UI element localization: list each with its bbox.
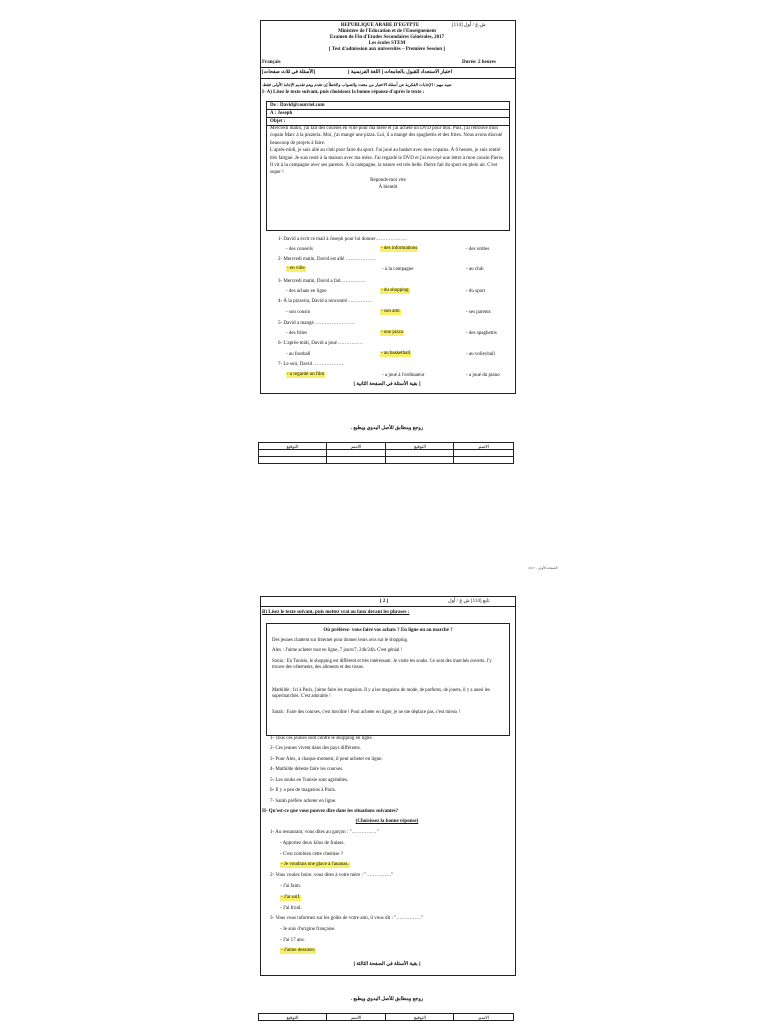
sig-cell (259, 450, 327, 457)
forum-intro: Des jeunes chattent sur Internet pour donner leurs avis sur le shopping. (272, 638, 409, 643)
page1-subject: Français (262, 60, 281, 65)
email-box (266, 101, 510, 231)
q1-option-a[interactable]: - des conseils (286, 247, 313, 252)
page1-session: [ Test d'admission aux universités – Première Session ] (329, 47, 445, 52)
q5-option-b[interactable]: - une pizza (381, 330, 403, 335)
email-from: De : David@courriel.com (267, 102, 509, 110)
sig-cell (454, 457, 514, 464)
page2-continue-note: [ بقية الأسئلة في الصفحة الثالثة ] (353, 962, 421, 967)
forum-box (266, 623, 510, 736)
header-divider (260, 67, 515, 68)
situation-3: 3- Vous vous informez sur les goûts de votre ami, il vous dit : "……………" (270, 916, 424, 921)
q6-option-a[interactable]: - au football (286, 352, 311, 357)
sig-cell (386, 450, 454, 457)
page2-header-divider (260, 606, 515, 607)
q5-option-c[interactable]: - des spaghettis (466, 331, 497, 336)
q6-option-c[interactable]: - au volleyball (466, 352, 495, 357)
forum-title: Où préférez- vous faire vos achats ? En ligne ou au marché ? (323, 628, 453, 633)
s3-option-1[interactable]: - Je suis d'origine française. (280, 927, 336, 932)
sig-header-2: الاسم (326, 1014, 386, 1021)
sig-cell (326, 457, 386, 464)
forum-sonia: Sonia : En Tunisie, le shopping est différent et très intéressant. Je visite les souks. Ce sont des marchés ouverts. J'y trouve des vêtements, des aliments et des tissus. (272, 659, 492, 670)
page1-code: [114] ش.ع / أول (452, 23, 486, 28)
page1-ministry: Ministère de l'Education et de l'Enseignement (337, 29, 437, 34)
q4-option-a[interactable]: - son cousin (286, 310, 311, 315)
sig-header-1: التوقيع (259, 1014, 327, 1021)
s3-option-2[interactable]: - J'ai 17 ans. (280, 938, 305, 943)
s2-option-3[interactable]: - J'ai froid. (280, 906, 302, 911)
page1-republic: REPUBLIQUE ARABE D'EGYPTE (340, 23, 420, 28)
statement-1: 1- Tous ces jeunes sont contre le shopping en ligne. (270, 736, 373, 741)
page1-review-note: روجع ومطابق للأصل اليدوي ويطبع . (350, 426, 424, 431)
q7-option-b[interactable]: - a joué à l'ordinateur (382, 373, 425, 378)
sig-header-3: التوقيع (386, 443, 454, 450)
question-5: 5- David a mangé …………………… (278, 321, 355, 326)
header-divider-2 (260, 78, 515, 79)
q1-option-c[interactable]: - des ordres (466, 247, 490, 252)
s1-option-1[interactable]: - Apportez deux kilos de fraises. (280, 841, 345, 846)
sig-cell (259, 457, 327, 464)
q4-option-b[interactable]: - son ami (381, 309, 400, 314)
email-paragraph-1: Mercredi matin, j'ai fait des courses en ville pour ma mère et j'ai acheté un DVD pour moi. Puis, j'ai retrouvé mon copain Marc à la pizzeria. Moi, j'ai mangé une pizza. Lui, il a mangé des spaghettis et des frites. Nous avons discuté beaucoup de projets à faire. (270, 126, 503, 146)
q1-option-b[interactable]: - des informations (381, 246, 418, 251)
q3-option-b[interactable]: - du shopping (381, 288, 409, 293)
s2-option-1[interactable]: - J'ai faim. (280, 884, 302, 889)
situation-2: 2- Vous voulez boire, vous dites à votre mère : "……………" (270, 873, 394, 878)
section2-title: II- Qu'est-ce que vous pouvez dire dans les situations suivantes? (262, 809, 399, 814)
q7-option-c[interactable]: - a joué du piano (466, 373, 500, 378)
q4-option-c[interactable]: - ses parents (466, 310, 491, 315)
q2-option-c[interactable]: - au club (466, 267, 484, 272)
page2-signature-table (258, 1013, 514, 1021)
question-7: 7- Le soir, David ………………. (278, 362, 345, 367)
s1-option-3[interactable]: - Je voudrais une glace à l'ananas. (281, 862, 349, 867)
question-2: 2- Mercredi matin, David est allé ……………… (278, 257, 376, 262)
email-signature: À bientôt (378, 185, 398, 191)
page1-exam: Examen de Fin d'Etudes Secondaires Générales, 2017 (329, 35, 445, 40)
email-object: Objet : (267, 118, 509, 126)
statement-2: 2- Ces jeunes vivent dans des pays différents. (270, 746, 361, 751)
q6-option-b[interactable]: - au basketball (381, 351, 411, 356)
q2-option-a[interactable]: - en ville (287, 266, 305, 271)
page1-warning: تنبيه مهم : الإجابات الفكرية عن أسئلة الاختيار من متعدد والصواب والخطأ إن تقدم ويتم تقديم الإجابة الأولى فقط. (262, 82, 452, 87)
page1-continue-note: [ بقية الأسئلة في الصفحة الثانية ] (353, 382, 421, 387)
q5-option-a[interactable]: - des frites (286, 331, 308, 336)
page2-page-no: [ 2 ] (380, 599, 389, 604)
email-paragraph-2: L'après-midi, je suis allé au club pour faire du sport. J'ai joué au basket avec mes copains. À 6 heures, je suis rentré très fatigué. Je suis resté à la maison avec ma mère. J'ai regardé le DVD et j'ai envoyé une lettre à mon cousin Pierre. Il vit à la campagne avec ses parents. À la campagne, la nature est très belle. Pierre fait du sport en plein air. C'est super ! (270, 148, 504, 176)
page1-signature-table (258, 442, 514, 464)
forum-sarah: Sarah : Faire des courses, c'est horrible ! Pour acheter en ligne, je ne me déplace pas, c'est mieux ! (272, 710, 461, 715)
page2-instruction-b: B) Lisez le texte suivant, puis mettez vrai ou faux devant les phrases : (262, 610, 410, 615)
q3-option-c[interactable]: - du sport (466, 289, 486, 294)
page1-duration: Durée: 2 heures (462, 60, 496, 65)
statement-7: 7- Sarah préfère acheter en ligne. (270, 799, 337, 804)
statement-5: 5- Les souks en Tunisie sont agréables. (270, 778, 349, 783)
page1-footer-small: الصفحة الأولى - 2017 (528, 566, 558, 570)
sig-cell (454, 450, 514, 457)
page2-review-note: روجع ومطابق للأصل اليدوي ويطبع . (350, 997, 424, 1002)
sig-cell (386, 457, 454, 464)
sig-header-3: التوقيع (386, 1014, 454, 1021)
forum-alex: Alex : J'aime acheter tout en ligne, 7 jours/7, 24h/24h. C'est génial ! (272, 648, 403, 653)
page1-instruction: I- A) Lisez le texte suivant, puis choisissez la bonne réponse d'après le texte : (262, 90, 425, 95)
q7-option-a[interactable]: - a regardé un film (287, 372, 325, 377)
sig-header-1: التوقيع (259, 443, 327, 450)
question-3: 3- Mercredi matin, David a fait…………… (278, 279, 366, 284)
page1-arabic-title: اختبار الاستعداد للقبول بالجامعات [ اللغة الفرنسية ] (348, 70, 452, 75)
sig-header-2: الاسم (326, 443, 386, 450)
email-body (270, 125, 506, 192)
q2-option-b[interactable]: - à la campagne (382, 267, 414, 272)
section2-subtitle: (Choisissez la bonne réponse) (355, 819, 419, 824)
page1-pages-note: [الأسئلة في ثلاث صفحات] (262, 70, 316, 75)
question-1: 1- David a écrit ce mail à Joseph pour lui donner………………. (278, 237, 407, 242)
statement-3: 3- Pour Alex, à chaque moment, il peut acheter en ligne. (270, 757, 383, 762)
email-to: A : Joseph (267, 110, 509, 118)
sig-header-4: الاسم (454, 443, 514, 450)
forum-mathilde: Mathilde : Ici à Paris, j'aime faire les magasins. Il y a les magasins de mode, de parfums, de jouets, il y a aussi les supermarchés. C'est adorable ! (272, 688, 490, 699)
question-4: 4- À la pizzeria, David a rencontré…………… (278, 299, 373, 304)
question-6: 6- L'après-midi, David a joué …………… (278, 341, 364, 346)
sig-cell (326, 450, 386, 457)
s1-option-2[interactable]: - C'est combien cette chemise ? (280, 852, 343, 857)
statement-4: 4- Mathilde déteste faire les courses. (270, 767, 344, 772)
situation-1: 1- Au restaurant, vous dites au garçon : "……………" (270, 830, 379, 835)
sig-header-4: الاسم (454, 1014, 514, 1021)
page2-code: تابع [114] ش.ع / أول (448, 599, 490, 604)
s2-option-2[interactable]: - J'ai soif. (281, 895, 301, 900)
statement-6: 6- Il y a peu de magasins à Paris. (270, 788, 336, 793)
page1-schools: Les écoles STEM (368, 41, 406, 46)
email-closing: Réponds-moi vite (370, 177, 406, 183)
q3-option-a[interactable]: - des achats en ligne (286, 289, 327, 294)
s3-option-3[interactable]: - J'aime dessiner. (281, 948, 316, 953)
